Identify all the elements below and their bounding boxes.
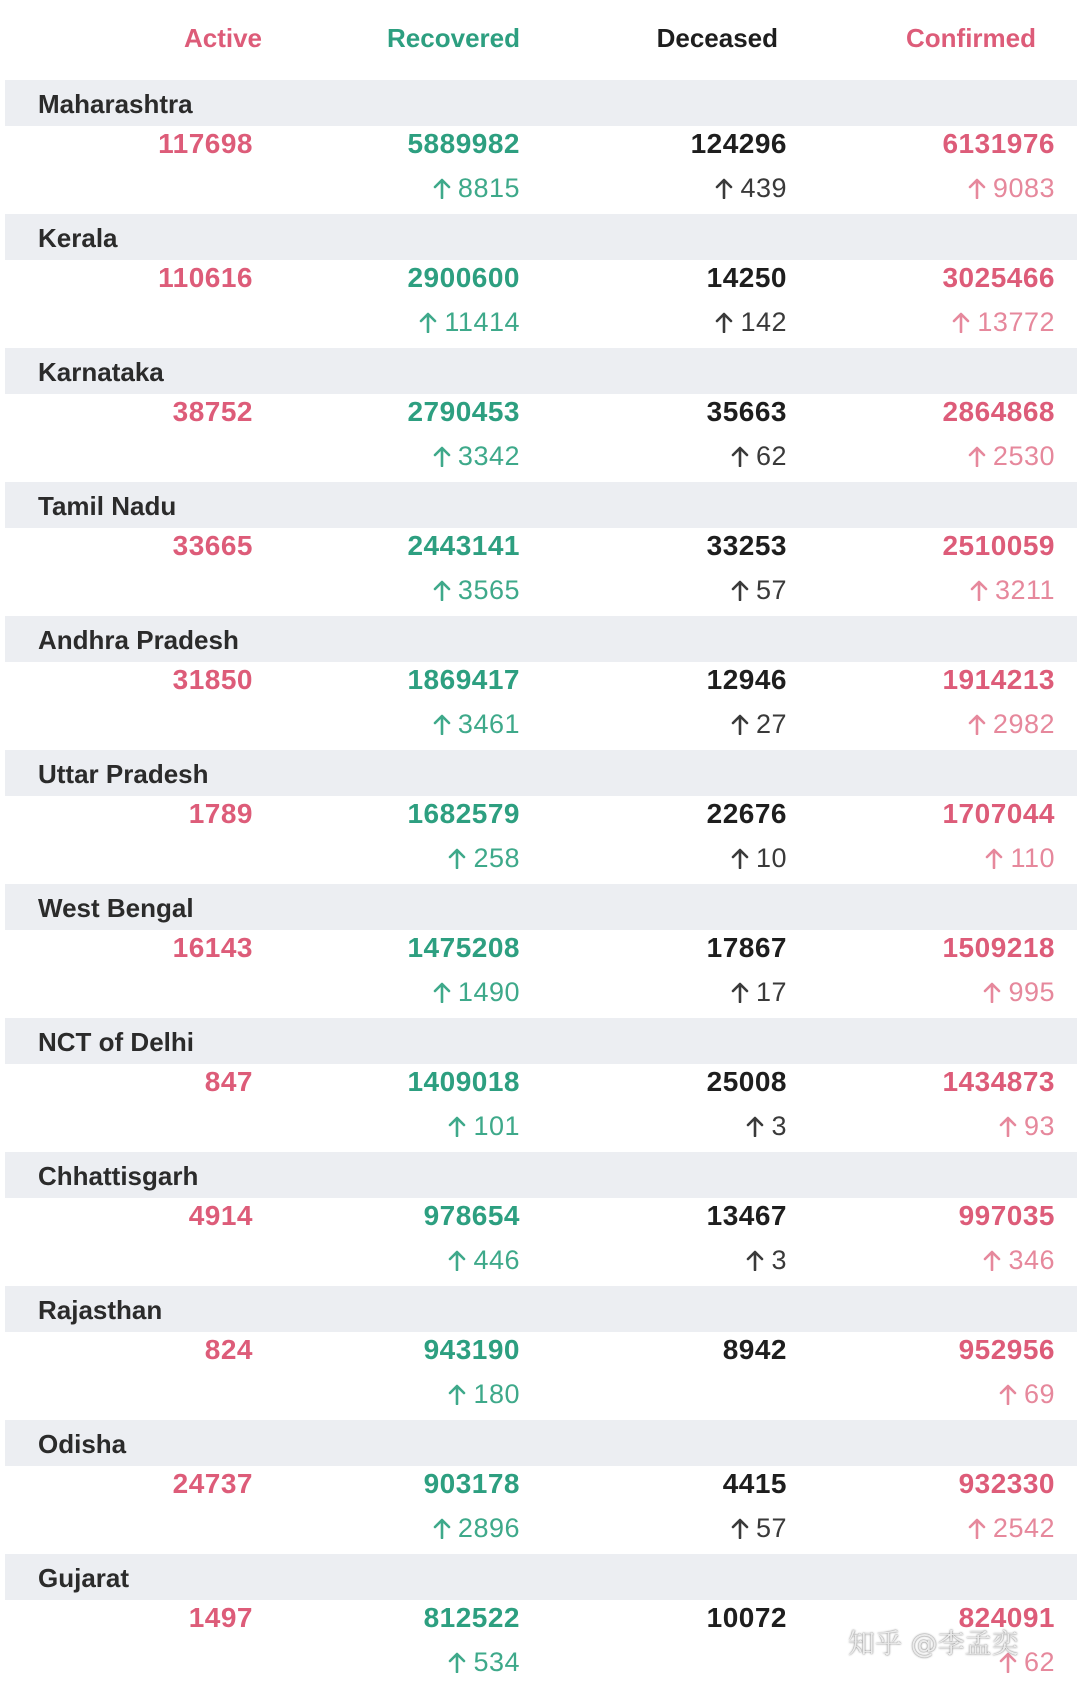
active-count: 38752	[172, 396, 253, 427]
up-arrow-icon	[951, 311, 971, 333]
state-name: Andhra Pradesh	[38, 625, 239, 655]
deceased-delta	[714, 305, 787, 339]
column-header-active[interactable]: Active	[183, 23, 262, 53]
deceased-delta	[730, 1511, 787, 1545]
state-name-band	[5, 1286, 1077, 1332]
deceased-count: 4415	[722, 1468, 787, 1499]
confirmed-delta-value: 2530	[992, 441, 1055, 471]
confirmed-count: 2510059	[942, 530, 1055, 561]
confirmed-delta	[998, 1109, 1055, 1143]
column-header-confirmed[interactable]: Confirmed	[906, 23, 1036, 53]
active-count: 1789	[188, 798, 253, 829]
confirmed-count: 1434873	[942, 1066, 1055, 1097]
recovered-delta	[432, 439, 520, 473]
active-count: 117698	[158, 128, 253, 159]
state-row[interactable]	[0, 80, 1080, 214]
up-arrow-icon	[432, 579, 452, 601]
confirmed-count: 997035	[958, 1200, 1055, 1231]
deceased-count: 12946	[706, 664, 787, 695]
deceased-count: 33253	[706, 530, 787, 561]
confirmed-delta-value: 2982	[992, 709, 1055, 739]
state-name: Odisha	[38, 1429, 127, 1459]
deceased-delta-value: 62	[755, 441, 787, 471]
deceased-count: 25008	[706, 1066, 787, 1097]
recovered-delta-value: 2896	[457, 1513, 520, 1543]
confirmed-count: 1914213	[942, 664, 1055, 695]
active-count: 24737	[172, 1468, 253, 1499]
active-count: 110616	[158, 262, 253, 293]
recovered-count: 903178	[423, 1468, 520, 1499]
confirmed-delta	[984, 841, 1055, 875]
up-arrow-icon	[432, 713, 452, 735]
up-arrow-icon	[730, 579, 750, 601]
recovered-count: 943190	[423, 1334, 520, 1365]
deceased-delta	[714, 171, 787, 205]
confirmed-delta-value: 62	[1023, 1647, 1055, 1677]
confirmed-delta-value: 995	[1008, 977, 1055, 1007]
confirmed-delta	[967, 707, 1055, 741]
deceased-delta	[730, 841, 787, 875]
up-arrow-icon	[967, 713, 987, 735]
up-arrow-icon	[730, 981, 750, 1003]
recovered-delta	[447, 841, 520, 875]
state-name: Karnataka	[38, 357, 164, 387]
recovered-count: 2900600	[407, 262, 520, 293]
recovered-delta-value: 258	[473, 843, 520, 873]
deceased-delta-value: 439	[740, 173, 787, 203]
confirmed-delta-value: 93	[1023, 1111, 1055, 1141]
up-arrow-icon	[432, 1517, 452, 1539]
active-count: 1497	[188, 1602, 253, 1633]
recovered-delta-value: 180	[473, 1379, 520, 1409]
deceased-count: 14250	[706, 262, 787, 293]
confirmed-delta	[967, 439, 1055, 473]
recovered-delta-value: 1490	[457, 977, 520, 1007]
active-count: 16143	[172, 932, 253, 963]
up-arrow-icon	[982, 981, 1002, 1003]
confirmed-delta-value: 13772	[977, 307, 1055, 337]
recovered-delta-value: 8815	[457, 173, 520, 203]
deceased-delta	[730, 573, 787, 607]
up-arrow-icon	[447, 847, 467, 869]
recovered-delta	[447, 1377, 520, 1411]
recovered-delta-value: 3461	[457, 709, 520, 739]
up-arrow-icon	[967, 445, 987, 467]
up-arrow-icon	[730, 713, 750, 735]
confirmed-count: 1707044	[942, 798, 1055, 829]
up-arrow-icon	[714, 177, 734, 199]
state-name-band	[5, 348, 1077, 394]
confirmed-count: 2864868	[942, 396, 1055, 427]
recovered-count: 2790453	[407, 396, 520, 427]
recovered-delta	[432, 707, 520, 741]
confirmed-delta-value: 9083	[992, 173, 1055, 203]
confirmed-delta	[998, 1645, 1055, 1679]
state-name: Rajasthan	[38, 1295, 163, 1325]
up-arrow-icon	[984, 847, 1004, 869]
confirmed-delta-value: 2542	[992, 1513, 1055, 1543]
up-arrow-icon	[998, 1115, 1018, 1137]
up-arrow-icon	[432, 445, 452, 467]
state-name: Kerala	[38, 223, 118, 253]
confirmed-count: 3025466	[942, 262, 1055, 293]
active-count: 31850	[172, 664, 253, 695]
recovered-delta	[447, 1645, 520, 1679]
recovered-delta-value: 446	[473, 1245, 520, 1275]
deceased-delta	[745, 1109, 787, 1143]
up-arrow-icon	[745, 1249, 765, 1271]
recovered-count: 1682579	[407, 798, 520, 829]
state-row[interactable]	[0, 1152, 1080, 1286]
confirmed-count: 1509218	[942, 932, 1055, 963]
confirmed-count: 952956	[958, 1334, 1055, 1365]
deceased-delta-value: 3	[771, 1111, 787, 1141]
state-row[interactable]	[0, 884, 1080, 1018]
recovered-delta	[418, 305, 520, 339]
deceased-delta-value: 27	[755, 709, 787, 739]
active-count: 847	[204, 1066, 253, 1097]
state-name: Chhattisgarh	[38, 1161, 199, 1191]
up-arrow-icon	[967, 177, 987, 199]
up-arrow-icon	[432, 981, 452, 1003]
up-arrow-icon	[447, 1115, 467, 1137]
deceased-count: 35663	[706, 396, 787, 427]
up-arrow-icon	[967, 1517, 987, 1539]
recovered-delta	[432, 171, 520, 205]
watermark: 知乎 @李孟奕	[848, 1629, 1019, 1660]
deceased-count: 22676	[706, 798, 787, 829]
recovered-delta	[432, 1511, 520, 1545]
deceased-delta-value: 57	[755, 1513, 787, 1543]
state-row[interactable]	[0, 1018, 1080, 1152]
deceased-delta	[730, 439, 787, 473]
recovered-count: 5889982	[407, 128, 520, 159]
state-name: Tamil Nadu	[38, 491, 177, 521]
up-arrow-icon	[969, 579, 989, 601]
up-arrow-icon	[714, 311, 734, 333]
up-arrow-icon	[730, 445, 750, 467]
confirmed-delta-value: 110	[1010, 843, 1055, 873]
active-count: 824	[204, 1334, 253, 1365]
state-name-band	[5, 214, 1077, 260]
up-arrow-icon	[418, 311, 438, 333]
up-arrow-icon	[745, 1115, 765, 1137]
up-arrow-icon	[447, 1383, 467, 1405]
deceased-delta-value: 10	[755, 843, 787, 873]
deceased-count: 10072	[706, 1602, 787, 1633]
active-count: 4914	[188, 1200, 253, 1231]
confirmed-delta	[982, 975, 1055, 1009]
state-row[interactable]	[0, 1420, 1080, 1554]
up-arrow-icon	[998, 1651, 1018, 1673]
state-row[interactable]	[0, 750, 1080, 884]
state-name-band	[5, 1554, 1077, 1600]
confirmed-count: 6131976	[942, 128, 1055, 159]
recovered-delta	[447, 1243, 520, 1277]
deceased-count: 17867	[706, 932, 787, 963]
state-name: West Bengal	[38, 893, 194, 923]
deceased-delta-value: 142	[740, 307, 787, 337]
deceased-count: 13467	[706, 1200, 787, 1231]
recovered-delta-value: 101	[473, 1111, 520, 1141]
confirmed-delta-value: 69	[1023, 1379, 1055, 1409]
state-name: Maharashtra	[38, 89, 193, 119]
deceased-delta	[730, 707, 787, 741]
confirmed-delta-value: 346	[1008, 1245, 1055, 1275]
up-arrow-icon	[447, 1249, 467, 1271]
state-row[interactable]	[0, 1286, 1080, 1420]
recovered-delta-value: 3342	[457, 441, 520, 471]
up-arrow-icon	[447, 1651, 467, 1673]
recovered-count: 1869417	[407, 664, 520, 695]
confirmed-delta	[951, 305, 1055, 339]
deceased-delta-value: 17	[755, 977, 787, 1007]
confirmed-delta	[998, 1377, 1055, 1411]
confirmed-delta-value: 3211	[994, 575, 1055, 605]
state-name: Gujarat	[38, 1563, 130, 1593]
up-arrow-icon	[730, 847, 750, 869]
recovered-delta	[432, 573, 520, 607]
state-row[interactable]	[0, 214, 1080, 348]
recovered-delta-value: 534	[473, 1647, 520, 1677]
recovered-count: 2443141	[407, 530, 520, 561]
state-row[interactable]	[0, 482, 1080, 616]
state-name: NCT of Delhi	[38, 1027, 194, 1057]
column-header-deceased[interactable]: Deceased	[656, 23, 778, 53]
recovered-count: 1475208	[407, 932, 520, 963]
recovered-delta	[432, 975, 520, 1009]
confirmed-delta	[967, 1511, 1055, 1545]
recovered-delta-value: 3565	[457, 575, 520, 605]
recovered-count: 1409018	[407, 1066, 520, 1097]
confirmed-count: 932330	[958, 1468, 1055, 1499]
deceased-delta	[730, 975, 787, 1009]
confirmed-delta	[982, 1243, 1055, 1277]
state-name: Uttar Pradesh	[38, 759, 209, 789]
deceased-count: 124296	[690, 128, 787, 159]
deceased-delta-value: 57	[755, 575, 787, 605]
state-name-band	[5, 1420, 1077, 1466]
deceased-count: 8942	[722, 1334, 787, 1365]
state-row[interactable]	[0, 616, 1080, 750]
up-arrow-icon	[432, 177, 452, 199]
active-count: 33665	[172, 530, 253, 561]
up-arrow-icon	[998, 1383, 1018, 1405]
confirmed-delta	[967, 171, 1055, 205]
confirmed-delta	[969, 573, 1055, 607]
up-arrow-icon	[730, 1517, 750, 1539]
recovered-delta-value: 11414	[444, 307, 520, 337]
up-arrow-icon	[982, 1249, 1002, 1271]
state-row[interactable]	[0, 1554, 1080, 1688]
deceased-delta	[745, 1243, 787, 1277]
column-header-recovered[interactable]: Recovered	[387, 23, 520, 53]
recovered-count: 812522	[423, 1602, 520, 1633]
confirmed-count: 824091	[958, 1602, 1055, 1633]
table-header	[0, 0, 1080, 80]
recovered-count: 978654	[423, 1200, 520, 1231]
state-row[interactable]	[0, 348, 1080, 482]
deceased-delta-value: 3	[771, 1245, 787, 1275]
recovered-delta	[447, 1109, 520, 1143]
